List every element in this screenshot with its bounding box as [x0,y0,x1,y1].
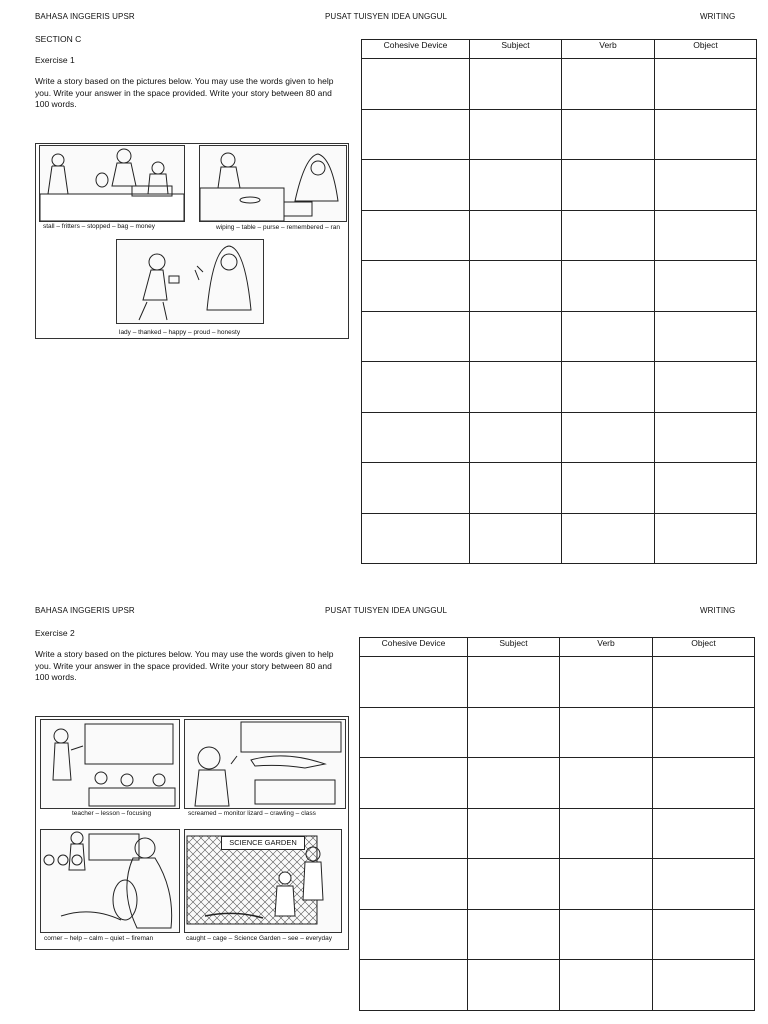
picture-classroom-scene [40,719,180,809]
answer-cell[interactable] [468,909,560,960]
answer-cell[interactable] [653,909,755,960]
answer-cell[interactable] [653,707,755,758]
answer-cell[interactable] [360,758,468,809]
page1-header-left: BAHASA INGGERIS UPSR [35,12,135,21]
table-row [362,362,757,413]
exercise-1-instruction: Write a story based on the pictures below. You may use the words given to help you. Write your answer in the space provided. Write your story between 80 and 100 words. [35,76,334,109]
answer-cell[interactable] [362,463,470,514]
answer-cell[interactable] [562,362,655,413]
page1-header-right: WRITING [700,12,736,21]
answer-cell[interactable] [562,59,655,110]
answer-cell[interactable] [360,707,468,758]
answer-cell[interactable] [560,707,653,758]
answer-cell[interactable] [655,412,757,463]
answer-cell[interactable] [655,311,757,362]
table-row [362,210,757,261]
header-verb: Verb [562,40,655,59]
exercise-1-picture-sheet [35,143,349,339]
exercise-2-answer-table [359,637,755,1011]
answer-cell[interactable] [468,657,560,708]
table-row [362,513,757,564]
answer-cell[interactable] [653,758,755,809]
page2-header-center: PUSAT TUISYEN IDEA UNGGUL [325,606,448,615]
header-cohesive-device: Cohesive Device [360,638,468,657]
answer-cell[interactable] [655,160,757,211]
answer-cell[interactable] [653,859,755,910]
answer-cell[interactable] [362,59,470,110]
answer-cell[interactable] [360,808,468,859]
answer-cell[interactable] [468,960,560,1011]
caption-2: wiping – table – purse – remembered – ran [216,224,340,231]
answer-cell[interactable] [562,160,655,211]
answer-cell[interactable] [560,909,653,960]
table-row [360,859,755,910]
answer-cell[interactable] [655,210,757,261]
answer-cell[interactable] [470,362,562,413]
answer-cell[interactable] [562,412,655,463]
answer-cell[interactable] [468,808,560,859]
answer-cell[interactable] [360,859,468,910]
answer-cell[interactable] [655,261,757,312]
answer-cell[interactable] [560,657,653,708]
answer-cell[interactable] [362,210,470,261]
answer-cell[interactable] [470,160,562,211]
picture-fireman-scene [40,829,180,933]
caption-1: stall – fritters – stopped – bag – money [43,223,156,230]
page2-header-right: WRITING [700,606,736,615]
answer-cell[interactable] [470,59,562,110]
table-row [362,412,757,463]
exercise-2-picture-sheet [35,716,349,950]
answer-cell[interactable] [655,513,757,564]
caption-5: screamed – monitor lizard – crawling – class [188,810,316,817]
picture-purse-scene [199,145,347,222]
table-row [362,59,757,110]
answer-cell[interactable] [562,261,655,312]
answer-cell[interactable] [468,758,560,809]
answer-cell[interactable] [362,109,470,160]
answer-cell[interactable] [362,311,470,362]
answer-cell[interactable] [360,657,468,708]
header-subject: Subject [468,638,560,657]
answer-cell[interactable] [468,707,560,758]
table-row [360,808,755,859]
answer-cell[interactable] [468,859,560,910]
table-row [362,261,757,312]
answer-cell[interactable] [655,109,757,160]
table-row [362,311,757,362]
answer-cell[interactable] [560,758,653,809]
header-verb: Verb [560,638,653,657]
picture-returning-purse-scene [116,239,264,324]
answer-cell[interactable] [655,59,757,110]
answer-cell[interactable] [360,909,468,960]
science-garden-sign: SCIENCE GARDEN [221,836,305,850]
table-header-row [360,638,755,657]
table-row [360,657,755,708]
answer-cell[interactable] [362,412,470,463]
answer-cell[interactable] [362,261,470,312]
exercise-2-instruction: Write a story based on the pictures below. You may use the words given to help you. Write your answer in the space provided. Write your story between 80 and 100 words. [35,649,334,682]
answer-cell[interactable] [470,513,562,564]
caption-3: lady – thanked – happy – proud – honesty [119,329,241,336]
picture-stall-scene [39,145,185,222]
answer-cell[interactable] [362,362,470,413]
answer-cell[interactable] [470,463,562,514]
header-object: Object [653,638,755,657]
exercise-1-title: Exercise 1 [35,55,75,65]
answer-cell[interactable] [562,210,655,261]
picture-science-garden-scene [184,829,342,933]
page1-header-center: PUSAT TUISYEN IDEA UNGGUL [325,12,448,21]
table-row [360,909,755,960]
picture-lizard-scene [184,719,346,809]
answer-cell[interactable] [562,513,655,564]
answer-cell[interactable] [470,412,562,463]
header-object: Object [655,40,757,59]
answer-cell[interactable] [560,859,653,910]
section-title: SECTION C [35,34,82,44]
table-row [362,160,757,211]
answer-cell[interactable] [562,311,655,362]
table-row [360,758,755,809]
answer-cell[interactable] [360,960,468,1011]
answer-cell[interactable] [653,808,755,859]
answer-cell[interactable] [470,210,562,261]
answer-cell[interactable] [362,513,470,564]
answer-cell[interactable] [653,657,755,708]
answer-cell[interactable] [470,109,562,160]
answer-cell[interactable] [470,261,562,312]
answer-cell[interactable] [653,960,755,1011]
table-row [360,707,755,758]
table-row [360,960,755,1011]
answer-cell[interactable] [560,960,653,1011]
answer-cell[interactable] [562,463,655,514]
header-subject: Subject [470,40,562,59]
caption-4: teacher – lesson – focusing [72,810,152,817]
answer-cell[interactable] [655,463,757,514]
answer-cell[interactable] [560,808,653,859]
answer-cell[interactable] [470,311,562,362]
exercise-2-title: Exercise 2 [35,628,75,638]
answer-cell[interactable] [655,362,757,413]
table-row [362,109,757,160]
header-cohesive-device: Cohesive Device [362,40,470,59]
page2-header-left: BAHASA INGGERIS UPSR [35,606,135,615]
exercise-1-answer-table [361,39,757,564]
caption-7: caught – cage – Science Garden – see – everyday [186,935,332,942]
answer-cell[interactable] [362,160,470,211]
table-header-row [362,40,757,59]
table-row [362,463,757,514]
caption-6: corner – help – calm – quiet – fireman [44,935,154,942]
answer-cell[interactable] [562,109,655,160]
